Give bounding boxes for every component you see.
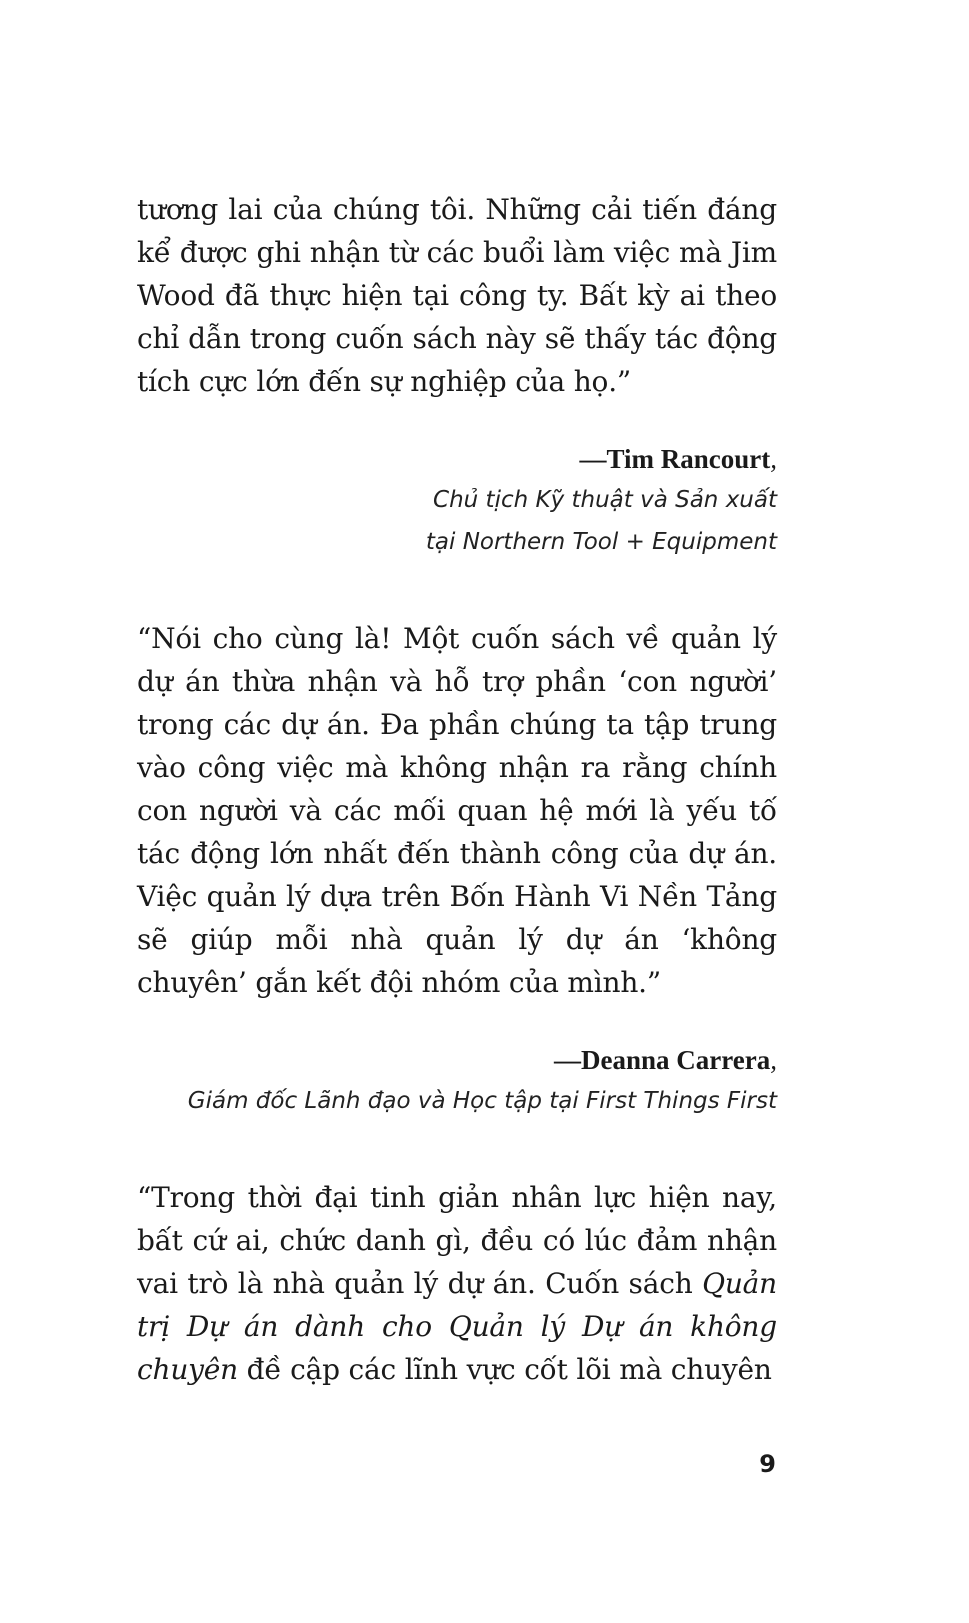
testimonial-2-attribution [137,1040,777,1122]
page-content [137,188,777,1391]
attribution-1-title-line-2: tại Northern Tool + Equipment [425,529,777,555]
spacer [137,563,777,617]
testimonial-3-text-after: đề cập các lĩnh vực cốt lõi mà chuyên [237,1353,772,1386]
testimonial-1-attribution [137,439,777,563]
attribution-2-title-line-1: Giám đốc Lãnh đạo và Học tập tại First Things First [187,1088,777,1114]
testimonial-1-text: tương lai của chúng tôi. Những cải tiến đáng kể được ghi nhận từ các buổi làm việc mà Jim Wood đã thực hiện tại công ty. Bất kỳ ai theo chỉ dẫn trong cuốn sách này sẽ thấy tác động tích cực lớn đến sự nghiệp của họ.” [137,193,777,398]
attribution-1-comma: , [770,444,777,474]
attribution-2-comma: , [770,1045,777,1075]
attribution-1-name-line [137,439,777,479]
book-title: Quản trị Dự án dành cho Quản lý Dự án không chuyên [137,1267,777,1386]
spacer [137,1122,777,1176]
attribution-2-name-line [137,1040,777,1080]
attribution-2-name: —Deanna Carrera [554,1045,771,1075]
testimonial-3-text-before: “Trong thời đại tinh giản nhân lực hiện nay, bất cứ ai, chức danh gì, đều có lúc đảm nhận vai trò là nhà quản lý dự án. Cuốn sách [137,1181,777,1300]
attribution-1-name: —Tim Rancourt [579,444,771,474]
attribution-1-title-line-1: Chủ tịch Kỹ thuật và Sản xuất [433,487,777,513]
page-number: 9 [759,1450,776,1478]
testimonial-2-text: “Nói cho cùng là! Một cuốn sách về quản lý dự án thừa nhận và hỗ trợ phần ‘con người’ trong các dự án. Đa phần chúng ta tập trung vào công việc mà không nhận ra rằng chính con người và các mối quan hệ mới là yếu tố tác động lớn nhất đến thành công của dự án. Việc quản lý dựa trên Bốn Hành Vi Nền Tảng sẽ giúp mỗi nhà quản lý dự án ‘không chuyên’ gắn kết đội nhóm của mình.” [137,622,777,999]
testimonial-3-text [137,1176,777,1391]
